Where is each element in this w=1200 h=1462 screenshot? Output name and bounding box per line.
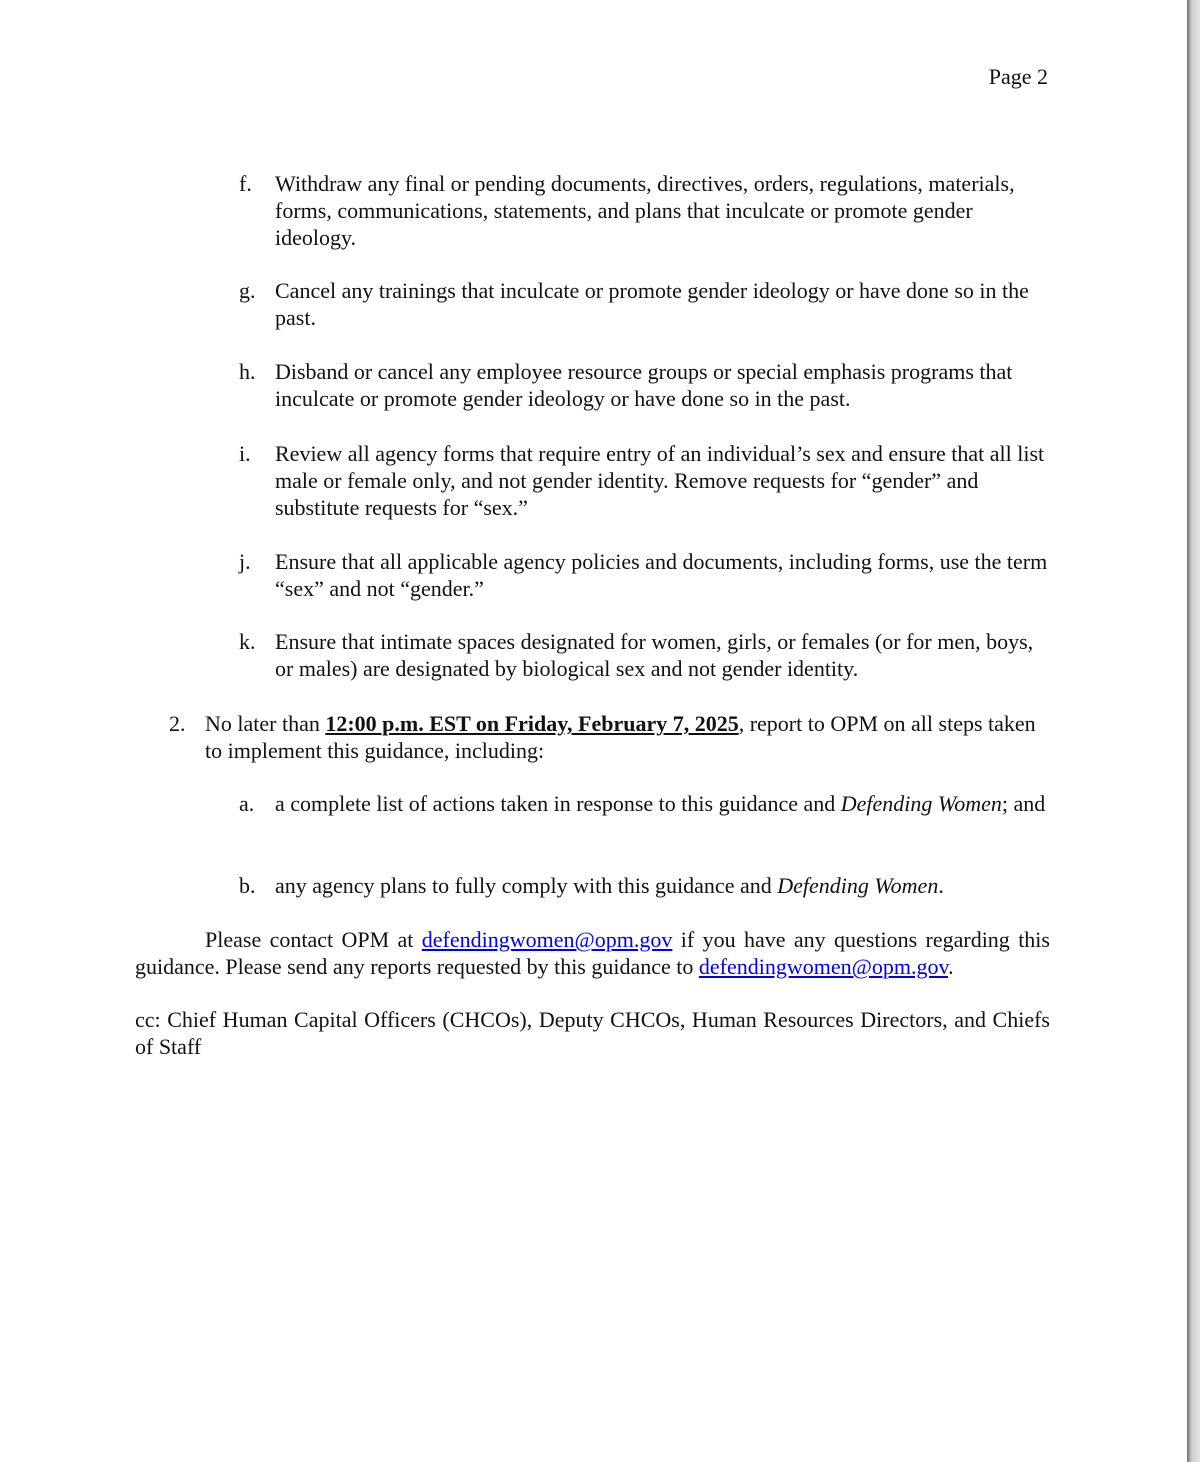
deadline-text: 12:00 p.m. EST on Friday, February 7, 2025 — [325, 711, 739, 736]
list-item-b — [239, 872, 1051, 899]
list-item-a — [239, 790, 1051, 817]
item-a-text-before: a complete list of actions taken in response to this guidance and — [275, 791, 841, 816]
list-marker: f. — [239, 171, 252, 196]
email-link[interactable]: defendingwomen@opm.gov — [698, 954, 949, 979]
cc-line: cc: Chief Human Capital Officers (CHCOs), Deputy CHCOs, Human Resources Directors, and Chiefs of Staff — [135, 1007, 1050, 1059]
list-item-i — [239, 440, 1051, 521]
list-item-g — [239, 277, 1051, 331]
list-item-text: Ensure that intimate spaces designated for women, girls, or females (or for men, boys, or males) are designated by biological sex and not gender identity. — [275, 629, 1034, 681]
list-item-text: Ensure that all applicable agency policies and documents, including forms, use the term “sex” and not “gender.” — [275, 549, 1048, 601]
contact-text-1: Please contact OPM at — [205, 927, 422, 952]
document-title-italic: Defending Women — [777, 873, 939, 898]
item-b-text-after: . — [938, 873, 944, 898]
item-a-text-after: ; and — [1001, 791, 1046, 816]
list-item-j — [239, 548, 1051, 602]
page-edge-shadow — [1187, 0, 1200, 1462]
list-item-h — [239, 358, 1051, 412]
list-item-text: Disband or cancel any employee resource groups or special emphasis programs that inculcate or promote gender ideology or have done so in the past. — [275, 359, 1013, 411]
page-number: Page 2 — [988, 64, 1048, 89]
contact-text-3: . — [948, 954, 954, 979]
list-item-2 — [169, 710, 1051, 764]
document-title-italic: Defending Women — [840, 791, 1002, 816]
list-item-text: Review all agency forms that require entry of an individual’s sex and ensure that all list male or female only, and not gender identity. Remove requests for “gender” and substitute requests for “sex.” — [275, 441, 1045, 520]
list-marker: b. — [239, 873, 256, 898]
list-marker: k. — [239, 629, 256, 654]
list-item-k — [239, 628, 1051, 682]
email-link[interactable]: defendingwomen@opm.gov — [421, 927, 673, 952]
list-marker: i. — [239, 441, 251, 466]
list-marker: a. — [239, 791, 255, 816]
contact-paragraph — [135, 926, 1050, 980]
list-marker: 2. — [169, 711, 186, 736]
contact-text-2: if you have any questions regarding this guidance. Please send any reports requested by this guidance to — [135, 927, 1050, 979]
item-2-text-before: No later than — [205, 711, 326, 736]
list-marker: g. — [239, 278, 256, 303]
item-b-text-before: any agency plans to fully comply with this guidance and — [275, 873, 778, 898]
list-item-f — [239, 170, 1051, 251]
list-marker: j. — [239, 549, 251, 574]
list-item-text: Withdraw any final or pending documents, directives, orders, regulations, materials, forms, communications, statements, and plans that inculcate or promote gender ideology. — [275, 171, 1015, 250]
list-item-text: Cancel any trainings that inculcate or promote gender ideology or have done so in the past. — [275, 278, 1029, 330]
list-marker: h. — [239, 359, 256, 384]
item-2-text-after: , report to OPM on all steps taken to implement this guidance, including: — [205, 711, 1036, 763]
